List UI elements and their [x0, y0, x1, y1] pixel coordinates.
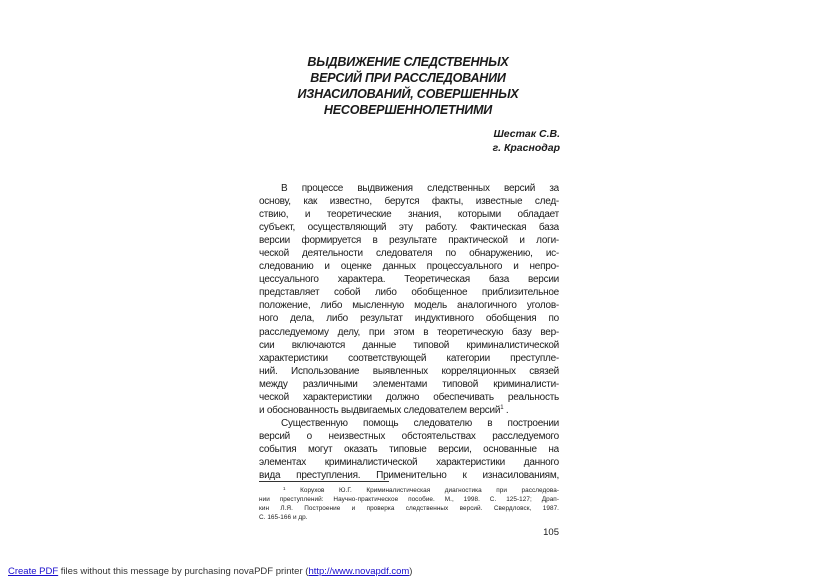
body-line: В процессе выдвижения следственных версий за	[281, 183, 559, 194]
body-line: ствию, и теоретические знания, которыми обладает	[259, 209, 559, 221]
body-line: вида преступления. Применительно к изнасилованиям,	[259, 470, 559, 482]
footnote-line: кин Л.Я. Построение и проверка следственных версий. Свердловск, 1987.	[259, 505, 559, 512]
body-line: версии формируется в результате практической и логи-	[259, 235, 559, 247]
body-line: ний. Использование выявленных корреляционных связей	[259, 365, 559, 377]
author-city: г. Краснодар	[492, 142, 560, 154]
novapdf-banner	[8, 566, 608, 577]
body-line: версий о неизвестных обстоятельствах расследуемого	[259, 430, 559, 442]
body-line: положение, либо мысленную модель аналогичного уголов-	[259, 300, 559, 312]
footnote-mark: 1	[283, 486, 286, 491]
body-line: цессуального характера. Теоретическая база версии	[259, 274, 559, 286]
title-line: НЕСОВЕРШЕННОЛЕТНИМИ	[323, 103, 493, 117]
body-line: ческой деятельности следователя по обнаружению, ис-	[259, 248, 559, 260]
body-line-suffix: .	[505, 404, 509, 416]
banner-text-end: )	[409, 566, 413, 577]
body-line: события могут оказать типовые версии, основанные на	[259, 443, 559, 455]
body-line: характеристики соответствующей категории преступле-	[259, 352, 559, 364]
body-line: расследуемому делу, при этом в теоретическую базу вер-	[259, 326, 559, 338]
article-body	[259, 182, 559, 482]
title-line: ВЕРСИЙ ПРИ РАССЛЕДОВАНИИ	[310, 71, 506, 85]
title-line: ИЗНАСИЛОВАНИЙ, СОВЕРШЕННЫХ	[297, 87, 519, 101]
novapdf-url-link[interactable]: http://www.novapdf.com	[308, 566, 410, 577]
footnote-ref[interactable]: 1	[500, 404, 504, 411]
footnote	[259, 486, 559, 522]
body-line: ного дела, либо результат индуктивного обобщения по	[259, 313, 559, 325]
author-name: Шестак С.В.	[493, 128, 560, 140]
footnote-line: нии преступлений: Научно-практическое пособие. М., 1998. С. 125-127; Драп-	[259, 496, 559, 503]
body-line: субъект, осуществляющий эту работу. Фактическая база	[259, 222, 559, 234]
page-number: 105	[543, 527, 559, 538]
body-line: следованию и оценке данных процессуального и непро-	[259, 261, 559, 273]
body-line: Существенную помощь следователю в построении	[281, 417, 559, 429]
body-line: основу, как известно, берутся факты, известные след-	[259, 196, 559, 208]
author-block	[380, 127, 560, 155]
footnote-divider	[259, 481, 389, 482]
create-pdf-link[interactable]: Create PDF	[8, 566, 59, 577]
article-title	[258, 54, 558, 118]
body-line: элементах криминалистической характеристики данного	[259, 456, 559, 468]
banner-text: files without this message by purchasing novaPDF printer (	[58, 566, 309, 577]
body-line: между различными элементами типовой криминалисти-	[259, 378, 559, 390]
body-line: ческой характеристики должно обеспечивать реальность	[259, 391, 559, 403]
body-line: представляет собой либо обобщенное приблизительное	[259, 287, 559, 299]
footnote-line: С. 165-166 и др.	[259, 514, 308, 521]
title-line: ВЫДВИЖЕНИЕ СЛЕДСТВЕННЫХ	[307, 55, 509, 69]
footnote-line	[259, 486, 559, 495]
footnote-line-text: Корухов Ю.Г. Криминалистическая диагностика при расследова-	[300, 487, 559, 494]
body-line: сии включаются данные типовой криминалистической	[259, 339, 559, 351]
body-line	[259, 404, 559, 417]
body-line-text: и обоснованность выдвигаемых следователем версий	[259, 404, 501, 416]
